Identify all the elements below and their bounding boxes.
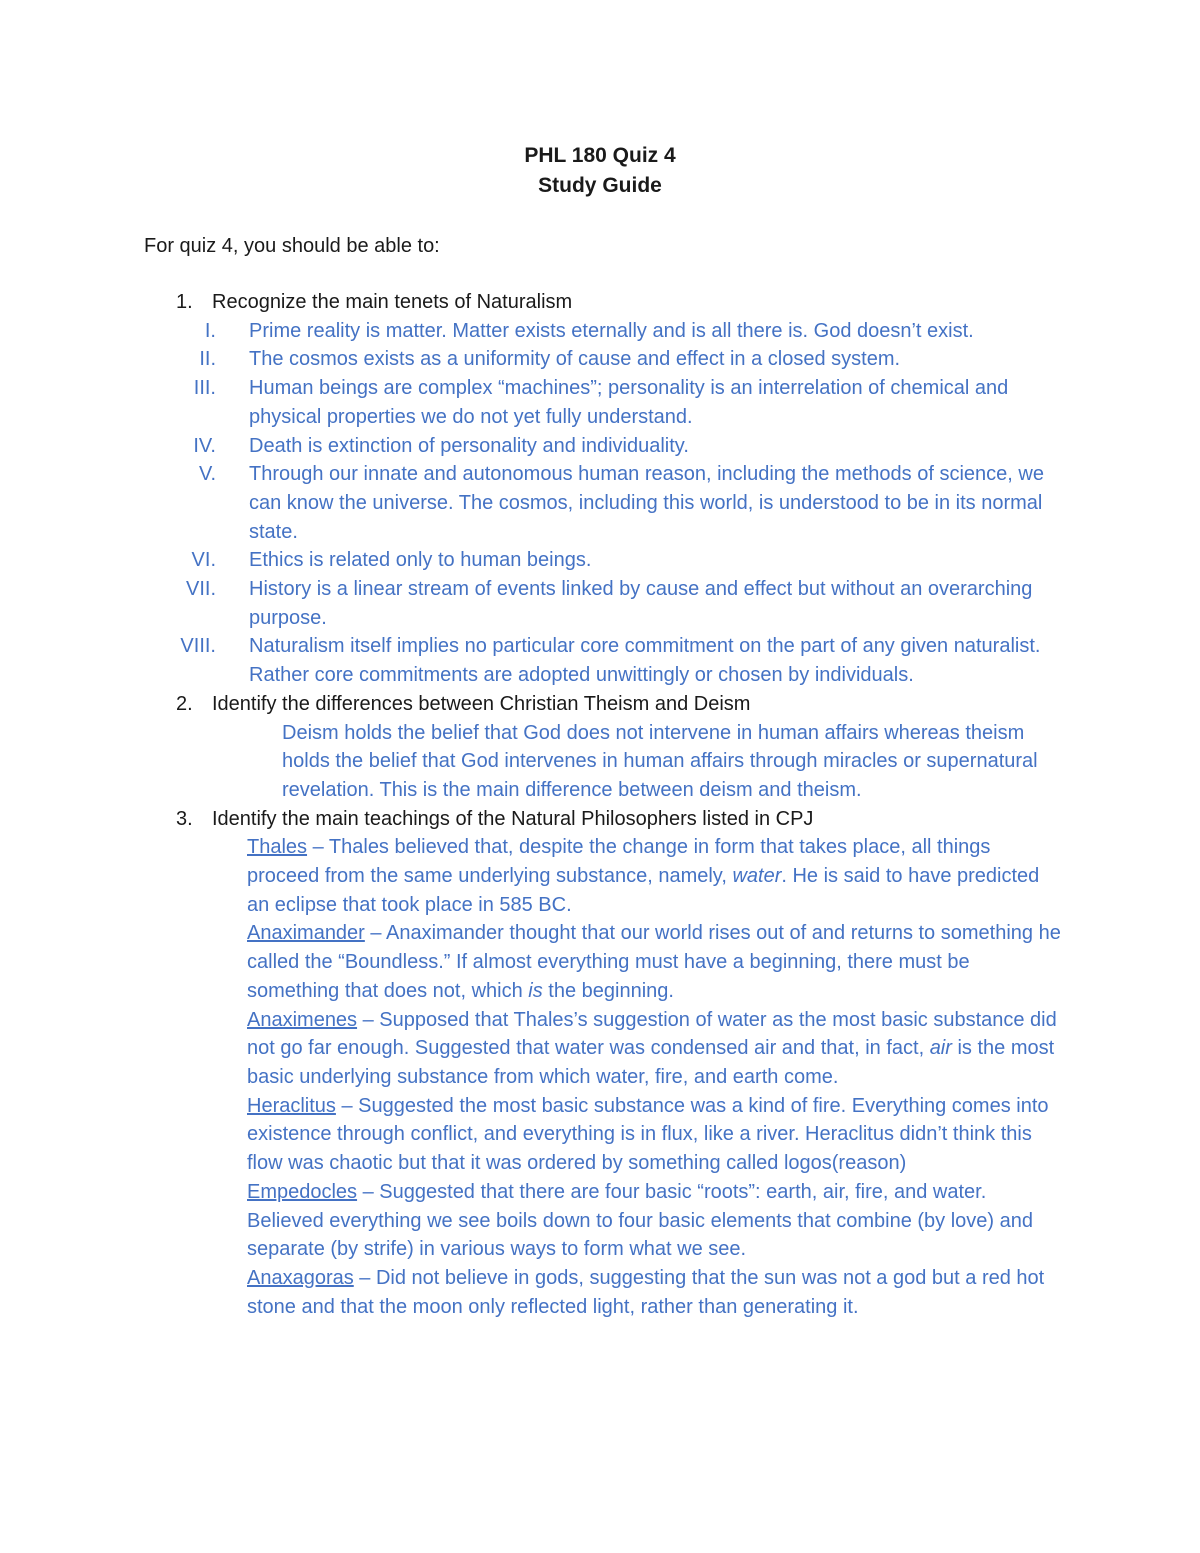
tenet-text: Through our innate and autonomous human reason, including the methods of science, we can know the universe. The cosmos, including this world, is understood to be in its normal state. [249,463,1044,543]
philosopher-description: – Suggested the most basic substance was a kind of fire. Everything comes into existence through conflict, and everything is in flux, like a river. Heraclitus didn’t think this flow was chaotic but that it was ordered by something called logos(reason) [247,1094,1049,1175]
question-2 [144,690,1064,719]
tenet-item [144,546,1064,575]
tenet-numeral: VIII. [180,635,216,658]
tenet-text: Prime reality is matter. Matter exists eternally and is all there is. God doesn’t exist. [249,319,974,342]
question-number: 3. [176,807,193,830]
philosopher-description: – Did not believe in gods, suggesting that the sun was not a god but a red hot stone and that the moon only reflected light, rather than generating it. [247,1266,1045,1318]
question-list [144,288,1064,1321]
philosopher-entry [247,1264,1067,1321]
title-block [0,141,1200,201]
philosopher-emphasis: is [528,979,543,1002]
question-number: 1. [176,291,193,313]
tenet-item [144,345,1064,374]
philosopher-description: – Supposed that Thales’s suggestion of water as the most basic substance did not go far enough. Suggested that water was condensed air and that, in fact, [247,1008,1057,1060]
tenet-numeral: I. [204,319,216,342]
philosophers-list [247,833,1067,1321]
philosopher-entry [247,1178,1067,1264]
document-subtitle: Study Guide [538,174,662,197]
philosopher-entry [247,833,1067,919]
tenet-numeral: II. [199,348,216,371]
tenet-text: The cosmos exists as a uniformity of cause and effect in a closed system. [249,348,901,371]
philosopher-description: – Thales believed that, despite the change in form that takes place, all things proceed from the same underlying substance, namely, [247,836,991,888]
intro-text: For quiz 4, you should be able to: [144,235,440,257]
philosopher-description-end: the beginning. [542,979,674,1002]
philosopher-description: – Suggested that there are four basic “roots”: earth, air, fire, and water. Believed everything we see boils down to four basic elements that combine (by love) and separate (by strife) in various ways to form what we see. [247,1180,1033,1261]
philosopher-name: Anaximenes [247,1008,358,1031]
tenet-text: Death is extinction of personality and individuality. [249,434,689,457]
tenet-text: History is a linear stream of events linked by cause and effect but without an overarching purpose. [249,578,1033,629]
tenet-item [144,460,1064,546]
philosopher-description: – Anaximander thought that our world rises out of and returns to something he called the “Boundless.” If almost everything must have a beginning, there must be something that does not, which [247,922,1061,1002]
tenet-text: Human beings are complex “machines”; personality is an interrelation of chemical and physical properties we do not yet fully understand. [249,377,1009,428]
philosopher-entry [247,1006,1067,1092]
tenet-numeral: IV. [193,434,216,457]
philosopher-emphasis: water [732,865,782,888]
philosopher-entry [247,919,1067,1005]
question-1 [144,288,1064,317]
tenet-item [144,317,1064,346]
tenet-item [144,374,1064,431]
tenet-numeral: V. [198,463,216,486]
philosopher-emphasis: air [929,1037,952,1060]
philosopher-name: Heraclitus [247,1094,336,1117]
tenet-text: Naturalism itself implies no particular core commitment on the part of any given naturalist. Rather core commitments are adopted unwittingly or chosen by individuals. [249,635,1041,687]
philosopher-description-end: . He is said to have predicted an eclipse that took place in 585 BC. [247,865,1040,916]
question-3 [144,805,1064,834]
tenet-item [144,432,1064,461]
philosopher-name: Thales [247,836,308,859]
tenet-numeral: VII. [185,578,216,601]
question-text: Recognize the main tenets of Naturalism [212,291,573,313]
tenet-numeral: VI. [191,549,216,572]
philosopher-name: Anaximander [247,922,365,945]
naturalism-tenets-list [144,317,1064,690]
question-text: Identify the differences between Christian Theism and Deism [212,692,751,715]
tenet-numeral: III. [193,377,216,400]
question-number: 2. [176,692,193,715]
philosopher-name: Empedocles [247,1180,358,1203]
tenet-item [144,575,1064,632]
philosopher-description-end: is the most basic underlying substance from which water, fire, and earth come. [247,1037,1055,1088]
deism-theism-answer: Deism holds the belief that God does not intervene in human affairs whereas theism holds the belief that God intervenes in human affairs through miracles or supernatural revelation. This is the main difference between deism and theism. [282,721,1038,801]
philosopher-entry [247,1092,1067,1178]
question-text: Identify the main teachings of the Natural Philosophers listed in CPJ [212,807,814,830]
tenet-text: Ethics is related only to human beings. [249,549,592,572]
document-title: PHL 180 Quiz 4 [524,144,676,167]
philosopher-name: Anaxagoras [247,1266,354,1289]
tenet-item [144,632,1064,689]
